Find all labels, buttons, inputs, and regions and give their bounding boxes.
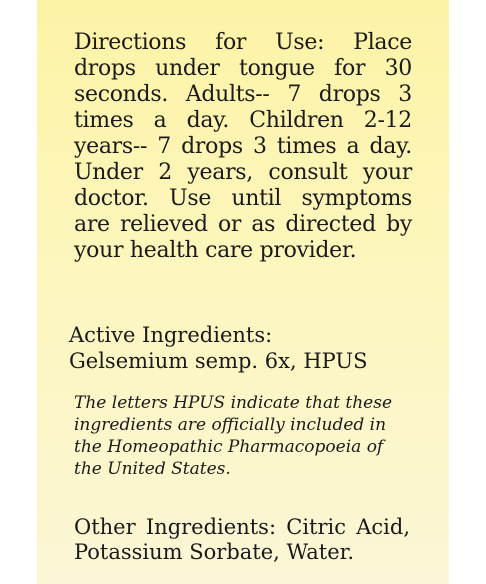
hpus-note: The letters HPUS indicate that these ingredients are officially included in the Homeopathic Pharmacopoeia of the United States. [74,393,393,479]
directions-text: Directions for Use: Place drops under tongue for 30 seconds. Adults-- 7 drops 3 times a day. Children 2-12 years-- 7 drops 3 times a day. Under 2 years, consult your doctor. Use until symptoms are relieved or as directed by your health care provider. [74,30,412,263]
active-ingredients-heading: Active Ingredients: [69,323,273,347]
other-ingredients-text: Other Ingredients: Citric Acid, Potassium Sorbate, Water. [74,515,410,564]
product-label-panel [37,0,449,584]
active-ingredients-list: Gelsemium semp. 6x, HPUS [69,349,368,373]
